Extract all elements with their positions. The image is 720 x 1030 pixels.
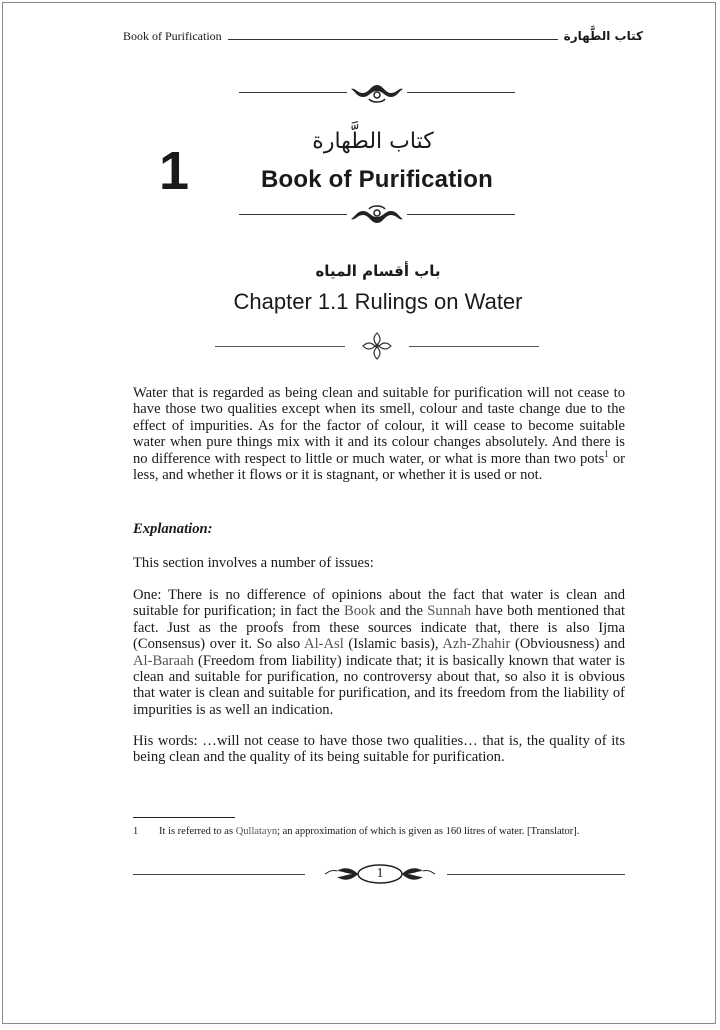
paragraph-issue-one (133, 587, 625, 718)
paragraph-text: (Freedom from liability) indicate that; it is basically known that water is clean and suitable for purification, no controversy about that, so also it is obvious that water is clean and suitable for purification, and its freedom from the liability of impurities is as well an indication. (133, 652, 625, 718)
footnote-text: It is referred to as (159, 826, 236, 837)
term-al-baraah: Al-Baraah (133, 652, 194, 669)
paragraph-rule-text (133, 385, 625, 483)
term-book: Book (344, 603, 376, 620)
explanation-heading: Explanation: (133, 521, 213, 537)
page-footer (133, 859, 625, 889)
book-title: Book of Purification (261, 166, 493, 193)
page-number: 1 (376, 866, 384, 881)
book-page (2, 2, 716, 1024)
bottom-ornament-rule (239, 203, 515, 227)
flourish-ornament-icon (347, 81, 407, 105)
paragraph-text: or less, and whether it flows or it is stagnant, or whether it is used or not. (133, 450, 625, 484)
top-ornament-rule (239, 81, 515, 105)
book-number: 1 (159, 141, 190, 201)
paragraph-his-words: His words: …will not cease to have those two qualities… that is, the quality of its being clean and the quality of its being suitable for purification. (133, 733, 625, 766)
paragraph-text: and the (375, 603, 428, 620)
running-head-rule (228, 39, 558, 40)
footer-line-left (133, 874, 305, 875)
footnote-rule (133, 817, 235, 818)
footer-line-right (447, 874, 625, 875)
footnote-text: ; an approximation of which is given as 160 litres of water. [Translator]. (277, 826, 580, 837)
footnote-number: 1 (133, 826, 139, 837)
divider-line-left (215, 346, 345, 347)
book-arabic-title: كتاب الطَّهارة (312, 129, 434, 154)
chapter-divider (215, 331, 539, 361)
chapter-arabic-title: باب أقسام المياه (315, 262, 441, 280)
term-azh-zhahir: Azh-Zhahir (442, 636, 511, 653)
paragraph-intro: This section involves a number of issues: (133, 555, 374, 571)
paragraph-text: Water that is regarded as being clean and suitable for purification will not cease to have those two qualities except when its smell, colour and taste change due to the effect of impurities. As for the factor of colour, it will cease to become suitable water when pure things mix with it and its colour changes absolutely. And there is no difference with respect to little or much water, or what is more than two pots (133, 385, 625, 467)
paragraph-text: have both mentioned that fact. Just as the proofs from these sources indicate that, there is also Ijma (Consensus) over it. So also (133, 603, 625, 653)
flourish-ornament-icon (347, 203, 407, 227)
running-head-title: Book of Purification (123, 28, 222, 43)
footnote-term: Qullatayn (235, 826, 278, 837)
chapter-title: Chapter 1.1 Rulings on Water (233, 289, 523, 314)
divider-line-right (409, 346, 539, 347)
paragraph-text: (Islamic basis), (343, 636, 443, 653)
term-al-asl: Al-Asl (304, 636, 344, 653)
footnote (133, 825, 633, 839)
paragraph-text: (Obviousness) and (510, 636, 625, 653)
running-head-arabic-title: كتاب الطَّهارة (563, 29, 643, 43)
knot-ornament-icon (361, 331, 393, 361)
footnote-reference[interactable]: 1 (604, 448, 609, 459)
paragraph-text: One: There is no difference of opinions about the fact that water is clean and suitable for purification; in fact the (133, 587, 625, 620)
running-head (123, 27, 643, 45)
term-sunnah: Sunnah (427, 603, 472, 620)
